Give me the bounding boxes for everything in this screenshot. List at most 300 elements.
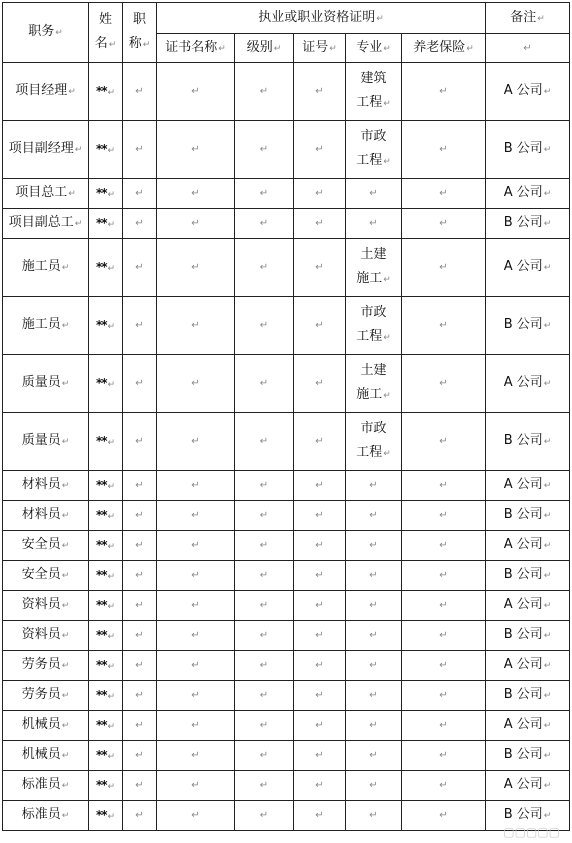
return-mark-icon: ↵ <box>543 481 552 491</box>
return-mark-icon: ↵ <box>439 720 448 731</box>
return-mark-icon: ↵ <box>135 480 144 491</box>
return-mark-icon: ↵ <box>543 379 552 389</box>
cell-major <box>346 651 402 681</box>
return-mark-icon: ↵ <box>61 601 70 611</box>
cell-major: 建筑 工程↵ <box>346 63 402 121</box>
cell-duty: 标准员↵ <box>3 801 89 831</box>
cell-duty: 项目经理↵ <box>3 63 89 121</box>
table-row <box>3 209 570 239</box>
cell-cert-name <box>157 531 235 561</box>
return-mark-icon: ↵ <box>135 720 144 731</box>
return-mark-icon: ↵ <box>315 378 324 389</box>
cell-name: **↵ <box>89 63 123 121</box>
return-mark-icon: ↵ <box>315 780 324 791</box>
cell-title <box>123 531 157 561</box>
table-row <box>3 297 570 355</box>
table-row <box>3 651 570 681</box>
return-mark-icon: ↵ <box>135 690 144 701</box>
return-mark-icon: ↵ <box>439 690 448 701</box>
cell-level <box>235 741 294 771</box>
cell-name: **↵ <box>89 471 123 501</box>
return-mark-icon: ↵ <box>61 691 70 701</box>
return-mark-icon: ↵ <box>383 449 391 459</box>
cell-title <box>123 651 157 681</box>
cell-level <box>235 209 294 239</box>
return-mark-icon: ↵ <box>439 750 448 761</box>
return-mark-icon: ↵ <box>369 750 378 761</box>
table-row <box>3 741 570 771</box>
cell-major <box>346 501 402 531</box>
cell-pension <box>402 771 486 801</box>
cell-major <box>346 561 402 591</box>
return-mark-icon: ↵ <box>439 810 448 821</box>
cell-name: **↵ <box>89 681 123 711</box>
cell-level <box>235 501 294 531</box>
return-mark-icon: ↵ <box>191 320 200 331</box>
cell-cert-no <box>294 63 346 121</box>
table-row <box>3 179 570 209</box>
cell-remark: B 公司↵ <box>486 297 570 355</box>
cell-cert-name <box>157 591 235 621</box>
return-mark-icon: ↵ <box>135 86 144 97</box>
cell-cert-name <box>157 471 235 501</box>
return-mark-icon: ↵ <box>259 630 269 641</box>
return-mark-icon: ↵ <box>191 144 200 155</box>
return-mark-icon: ↵ <box>259 750 269 761</box>
return-mark-icon: ↵ <box>135 570 144 581</box>
return-mark-icon: ↵ <box>315 86 324 97</box>
return-mark-icon: ↵ <box>369 720 378 731</box>
cell-cert-name <box>157 63 235 121</box>
cell-duty: 质量员↵ <box>3 413 89 471</box>
return-mark-icon: ↵ <box>543 781 552 791</box>
return-mark-icon: ↵ <box>61 437 70 447</box>
cell-cert-name <box>157 741 235 771</box>
return-mark-icon: ↵ <box>369 188 378 199</box>
header-name: 姓 名↵ <box>89 3 123 63</box>
return-mark-icon: ↵ <box>543 811 552 821</box>
return-mark-icon: ↵ <box>439 660 448 671</box>
return-mark-icon: ↵ <box>439 188 448 199</box>
cell-remark: B 公司↵ <box>486 621 570 651</box>
cell-level <box>235 561 294 591</box>
return-mark-icon: ↵ <box>537 13 545 24</box>
return-mark-icon: ↵ <box>439 218 448 229</box>
cell-duty: 标准员↵ <box>3 771 89 801</box>
return-mark-icon: ↵ <box>315 570 324 581</box>
return-mark-icon: ↵ <box>135 660 144 671</box>
return-mark-icon: ↵ <box>315 600 324 611</box>
cell-remark: A 公司↵ <box>486 711 570 741</box>
return-mark-icon: ↵ <box>383 99 391 109</box>
cell-title <box>123 239 157 297</box>
cell-level <box>235 591 294 621</box>
return-mark-icon: ↵ <box>315 660 324 671</box>
cell-pension <box>402 561 486 591</box>
table-row <box>3 239 570 297</box>
cell-duty: 资料员↵ <box>3 621 89 651</box>
return-mark-icon: ↵ <box>191 86 200 97</box>
return-mark-icon: ↵ <box>191 660 200 671</box>
return-mark-icon: ↵ <box>369 780 378 791</box>
cell-name: **↵ <box>89 711 123 741</box>
table-row <box>3 501 570 531</box>
cell-major <box>346 741 402 771</box>
cell-remark: A 公司↵ <box>486 355 570 413</box>
return-mark-icon: ↵ <box>259 378 269 389</box>
header-remark: 备注↵ <box>486 3 570 34</box>
return-mark-icon: ↵ <box>191 600 200 611</box>
return-mark-icon: ↵ <box>369 690 378 701</box>
cell-level <box>235 711 294 741</box>
cell-remark: A 公司↵ <box>486 63 570 121</box>
cell-duty: 劳务员↵ <box>3 681 89 711</box>
cell-duty: 材料员↵ <box>3 471 89 501</box>
cell-pension <box>402 801 486 831</box>
cell-major <box>346 801 402 831</box>
cell-level <box>235 621 294 651</box>
cell-cert-name <box>157 239 235 297</box>
cell-cert-no <box>294 681 346 711</box>
cell-level <box>235 179 294 209</box>
cell-cert-name <box>157 413 235 471</box>
cell-duty: 机械员↵ <box>3 741 89 771</box>
return-mark-icon: ↵ <box>61 661 70 671</box>
return-mark-icon: ↵ <box>439 570 448 581</box>
cell-cert-no <box>294 531 346 561</box>
return-mark-icon: ↵ <box>108 40 117 50</box>
cell-level <box>235 355 294 413</box>
return-mark-icon: ↵ <box>439 436 448 447</box>
return-mark-icon: ↵ <box>259 600 269 611</box>
return-mark-icon: ↵ <box>543 601 552 611</box>
cell-cert-no <box>294 651 346 681</box>
return-mark-icon: ↵ <box>74 219 83 229</box>
return-mark-icon: ↵ <box>191 480 200 491</box>
cell-duty: 安全员↵ <box>3 531 89 561</box>
return-mark-icon: ↵ <box>135 630 144 641</box>
cell-cert-no <box>294 209 346 239</box>
cell-title <box>123 355 157 413</box>
cell-remark: A 公司↵ <box>486 471 570 501</box>
return-mark-icon: ↵ <box>543 721 552 731</box>
return-mark-icon: ↵ <box>191 436 200 447</box>
return-mark-icon: ↵ <box>369 570 378 581</box>
table-row <box>3 591 570 621</box>
return-mark-icon: ↵ <box>315 510 324 521</box>
cell-remark: A 公司↵ <box>486 239 570 297</box>
return-mark-icon: ↵ <box>369 510 378 521</box>
return-mark-icon: ↵ <box>191 218 200 229</box>
return-mark-icon: ↵ <box>439 144 448 155</box>
return-mark-icon: ↵ <box>61 811 70 821</box>
return-mark-icon: ↵ <box>523 42 532 54</box>
return-mark-icon: ↵ <box>315 218 324 229</box>
cell-level <box>235 681 294 711</box>
return-mark-icon: ↵ <box>191 720 200 731</box>
cell-duty: 项目总工↵ <box>3 179 89 209</box>
cell-major <box>346 209 402 239</box>
return-mark-icon: ↵ <box>142 40 151 50</box>
return-mark-icon: ↵ <box>543 571 552 581</box>
return-mark-icon: ↵ <box>543 87 552 97</box>
cell-pension <box>402 121 486 179</box>
return-mark-icon: ↵ <box>107 87 116 98</box>
cell-remark: B 公司↵ <box>486 801 570 831</box>
cell-pension <box>402 741 486 771</box>
cell-cert-name <box>157 681 235 711</box>
cell-pension <box>402 471 486 501</box>
return-mark-icon: ↵ <box>369 660 378 671</box>
cell-name: **↵ <box>89 741 123 771</box>
return-mark-icon: ↵ <box>107 751 116 762</box>
cell-major: 土建 施工↵ <box>346 355 402 413</box>
return-mark-icon: ↵ <box>439 540 448 551</box>
cell-name: **↵ <box>89 209 123 239</box>
cell-remark: B 公司↵ <box>486 681 570 711</box>
cell-duty: 项目副总工↵ <box>3 209 89 239</box>
cell-level <box>235 471 294 501</box>
return-mark-icon: ↵ <box>315 720 324 731</box>
return-mark-icon: ↵ <box>61 321 70 331</box>
cell-level <box>235 771 294 801</box>
return-mark-icon: ↵ <box>191 510 200 521</box>
return-mark-icon: ↵ <box>135 540 144 551</box>
return-mark-icon: ↵ <box>135 600 144 611</box>
return-mark-icon: ↵ <box>191 262 200 273</box>
return-mark-icon: ↵ <box>369 630 378 641</box>
cell-cert-name <box>157 209 235 239</box>
return-mark-icon: ↵ <box>135 188 144 199</box>
cell-name: **↵ <box>89 501 123 531</box>
return-mark-icon: ↵ <box>543 541 552 551</box>
cell-name: **↵ <box>89 297 123 355</box>
return-mark-icon: ↵ <box>135 780 144 791</box>
return-mark-icon: ↵ <box>259 540 269 551</box>
cell-cert-name <box>157 801 235 831</box>
cell-cert-no <box>294 501 346 531</box>
cell-pension <box>402 209 486 239</box>
table-row <box>3 471 570 501</box>
header-major: 专业↵ <box>346 34 402 63</box>
return-mark-icon: ↵ <box>273 43 282 54</box>
return-mark-icon: ↵ <box>68 189 76 199</box>
return-mark-icon: ↵ <box>61 571 70 581</box>
return-mark-icon: ↵ <box>315 690 324 701</box>
return-mark-icon: ↵ <box>107 571 116 582</box>
return-mark-icon: ↵ <box>466 43 474 54</box>
cell-remark: A 公司↵ <box>486 531 570 561</box>
return-mark-icon: ↵ <box>61 263 70 273</box>
return-mark-icon: ↵ <box>191 378 200 389</box>
cell-name: **↵ <box>89 801 123 831</box>
table-row <box>3 413 570 471</box>
return-mark-icon: ↵ <box>61 751 70 761</box>
cell-title <box>123 471 157 501</box>
cell-major: 土建 施工↵ <box>346 239 402 297</box>
cell-major: 市政 工程↵ <box>346 121 402 179</box>
return-mark-icon: ↵ <box>107 631 116 642</box>
cell-name: **↵ <box>89 531 123 561</box>
return-mark-icon: ↵ <box>315 810 324 821</box>
return-mark-icon: ↵ <box>259 320 269 331</box>
return-mark-icon: ↵ <box>191 570 200 581</box>
return-mark-icon: ↵ <box>259 690 269 701</box>
return-mark-icon: ↵ <box>259 218 269 229</box>
cell-cert-no <box>294 355 346 413</box>
cell-title <box>123 561 157 591</box>
return-mark-icon: ↵ <box>107 379 116 390</box>
return-mark-icon: ↵ <box>543 511 552 521</box>
cell-duty: 施工员↵ <box>3 239 89 297</box>
cell-level <box>235 297 294 355</box>
return-mark-icon: ↵ <box>61 481 70 491</box>
return-mark-icon: ↵ <box>369 810 378 821</box>
table-row <box>3 531 570 561</box>
cell-pension <box>402 711 486 741</box>
cell-title <box>123 179 157 209</box>
cell-title <box>123 771 157 801</box>
cell-major <box>346 591 402 621</box>
cell-cert-no <box>294 561 346 591</box>
return-mark-icon: ↵ <box>107 691 116 702</box>
table-row <box>3 355 570 413</box>
return-mark-icon: ↵ <box>135 320 144 331</box>
return-mark-icon: ↵ <box>543 145 552 155</box>
cell-name: **↵ <box>89 561 123 591</box>
return-mark-icon: ↵ <box>315 188 324 199</box>
return-mark-icon: ↵ <box>383 157 391 167</box>
cell-pension <box>402 63 486 121</box>
header-cert-group: 执业或职业资格证明↵ <box>157 3 486 34</box>
return-mark-icon: ↵ <box>259 780 269 791</box>
return-mark-icon: ↵ <box>315 630 324 641</box>
cell-duty: 机械员↵ <box>3 711 89 741</box>
return-mark-icon: ↵ <box>439 378 448 389</box>
table-row <box>3 711 570 741</box>
return-mark-icon: ↵ <box>135 378 144 389</box>
return-mark-icon: ↵ <box>315 262 324 273</box>
cell-major <box>346 531 402 561</box>
return-mark-icon: ↵ <box>369 480 378 491</box>
cell-title <box>123 501 157 531</box>
return-mark-icon: ↵ <box>107 321 116 332</box>
cell-level <box>235 63 294 121</box>
cell-remark: B 公司↵ <box>486 561 570 591</box>
cell-duty: 材料员↵ <box>3 501 89 531</box>
return-mark-icon: ↵ <box>543 631 552 641</box>
return-mark-icon: ↵ <box>315 144 324 155</box>
cell-remark: A 公司↵ <box>486 771 570 801</box>
return-mark-icon: ↵ <box>61 721 70 731</box>
return-mark-icon: ↵ <box>543 263 552 273</box>
return-mark-icon: ↵ <box>191 750 200 761</box>
cell-cert-no <box>294 771 346 801</box>
table-row <box>3 63 570 121</box>
cell-major <box>346 771 402 801</box>
cell-name: **↵ <box>89 651 123 681</box>
cell-title <box>123 801 157 831</box>
header-remark-blank <box>486 34 570 63</box>
cell-remark: B 公司↵ <box>486 413 570 471</box>
return-mark-icon: ↵ <box>107 811 116 822</box>
return-mark-icon: ↵ <box>135 436 144 447</box>
return-mark-icon: ↵ <box>135 510 144 521</box>
cell-major <box>346 471 402 501</box>
table-row <box>3 801 570 831</box>
return-mark-icon: ↵ <box>543 751 552 761</box>
cell-remark: B 公司↵ <box>486 741 570 771</box>
return-mark-icon: ↵ <box>315 436 324 447</box>
header-title: 职 称↵ <box>123 3 157 63</box>
return-mark-icon: ↵ <box>259 810 269 821</box>
table-row <box>3 621 570 651</box>
return-mark-icon: ↵ <box>191 810 200 821</box>
cell-remark: A 公司↵ <box>486 591 570 621</box>
return-mark-icon: ↵ <box>107 661 116 672</box>
return-mark-icon: ↵ <box>259 510 269 521</box>
cell-title <box>123 591 157 621</box>
cell-duty: 资料员↵ <box>3 591 89 621</box>
cell-major <box>346 711 402 741</box>
return-mark-icon: ↵ <box>191 540 200 551</box>
cell-cert-name <box>157 501 235 531</box>
return-mark-icon: ↵ <box>376 13 384 24</box>
cell-duty: 质量员↵ <box>3 355 89 413</box>
cell-pension <box>402 355 486 413</box>
return-mark-icon: ↵ <box>61 781 70 791</box>
cell-cert-name <box>157 179 235 209</box>
cell-cert-name <box>157 651 235 681</box>
return-mark-icon: ↵ <box>543 189 552 199</box>
return-mark-icon: ↵ <box>439 320 448 331</box>
cell-duty: 劳务员↵ <box>3 651 89 681</box>
return-mark-icon: ↵ <box>543 321 552 331</box>
return-mark-icon: ↵ <box>259 570 269 581</box>
return-mark-icon: ↵ <box>55 28 63 38</box>
return-mark-icon: ↵ <box>315 320 324 331</box>
cell-duty: 施工员↵ <box>3 297 89 355</box>
cell-level <box>235 801 294 831</box>
cell-name: **↵ <box>89 355 123 413</box>
return-mark-icon: ↵ <box>135 144 144 155</box>
return-mark-icon: ↵ <box>61 511 70 521</box>
cell-cert-name <box>157 711 235 741</box>
return-mark-icon: ↵ <box>259 480 269 491</box>
cell-cert-no <box>294 801 346 831</box>
cell-cert-name <box>157 297 235 355</box>
return-mark-icon: ↵ <box>383 391 391 401</box>
header-cert-no: 证号↵ <box>294 34 346 63</box>
return-mark-icon: ↵ <box>439 780 448 791</box>
return-mark-icon: ↵ <box>439 262 448 273</box>
return-mark-icon: ↵ <box>383 43 391 54</box>
return-mark-icon: ↵ <box>135 218 144 229</box>
header-pension: 养老保险↵ <box>402 34 486 63</box>
return-mark-icon: ↵ <box>543 661 552 671</box>
cell-cert-no <box>294 239 346 297</box>
return-mark-icon: ↵ <box>259 660 269 671</box>
cell-cert-name <box>157 561 235 591</box>
cell-pension <box>402 297 486 355</box>
return-mark-icon: ↵ <box>439 510 448 521</box>
return-mark-icon: ↵ <box>315 750 324 761</box>
cell-major: 市政 工程↵ <box>346 413 402 471</box>
cell-level <box>235 121 294 179</box>
return-mark-icon: ↵ <box>107 721 116 732</box>
return-mark-icon: ↵ <box>218 43 226 54</box>
return-mark-icon: ↵ <box>135 262 144 273</box>
